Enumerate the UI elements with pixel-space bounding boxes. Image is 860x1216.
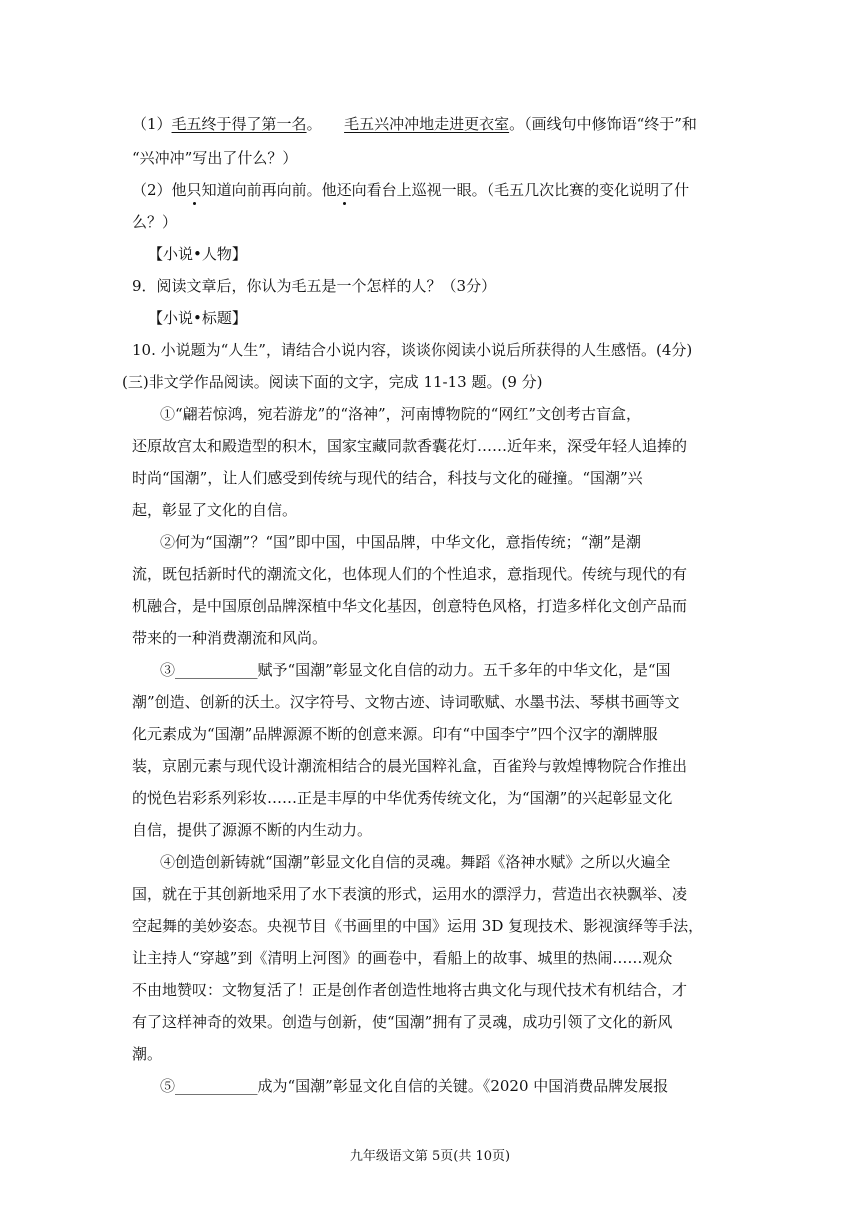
question-10: 10. 小说题为“人生”，请结合小说内容，谈谈你阅读小说后所获得的人生感悟。(4分) xyxy=(132,341,693,359)
section-3-heading: (三)非文学作品阅读。阅读下面的文字，完成 11-13 题。(9 分) xyxy=(122,373,543,391)
paragraph-line: 潮。 xyxy=(132,1045,163,1063)
paragraph-line: 有了这样神奇的效果。创造与创新，使“国潮”拥有了灵魂，成功引领了文化的新风 xyxy=(132,1013,673,1031)
punctuation: 。 xyxy=(306,115,345,133)
paragraph-line: 潮”创造、创新的沃土。汉字符号、文物古迹、诗词歌赋、水墨书法、琴棋书画等文 xyxy=(132,693,680,711)
question-8-item-1 xyxy=(132,114,732,134)
paragraph-line: ②何为“国潮”？“国”即中国，中国品牌，中华文化，意指传统；“潮”是潮 xyxy=(160,533,642,551)
paragraph-line: 还原故宫太和殿造型的积木，国家宝藏同款香囊花灯……近年来，深受年轻人追捧的 xyxy=(132,437,688,455)
paragraph-line: 国，就在于其创新地采用了水下表演的形式，运用水的漂浮力，营造出衣袂飘举、凌 xyxy=(132,885,688,903)
paragraph-line: 起，彰显了文化的自信。 xyxy=(132,501,298,519)
item-number: （1） xyxy=(132,115,172,133)
section-tag-character: 【小说•人物】 xyxy=(148,245,247,263)
underlined-sentence: 毛五兴冲冲地走进更衣室 xyxy=(344,115,510,133)
emphasis-dot-char: 只 xyxy=(186,181,202,199)
page-footer: 九年级语文第 5页(共 10页) xyxy=(349,1149,511,1164)
paragraph-line: ③___________赋予“国潮”彰显文化自信的动力。五千多年的中华文化，是“国 xyxy=(160,661,671,679)
paragraph-line: 不由地赞叹：文物复活了！正是创作者创造性地将古典文化与现代技术有机结合，才 xyxy=(132,981,688,999)
paragraph-line: 化元素成为“国潮”品牌源源不断的创意来源。印有“中国李宁”四个汉字的潮牌服 xyxy=(132,725,658,743)
paragraph-line: 机融合，是中国原创品牌深植中华文化基因，创意特色风格，打造多样化文创产品而 xyxy=(132,597,688,615)
paragraph-line: 让主持人“穿越”到《清明上河图》的画卷中，看船上的故事、城里的热闹……观众 xyxy=(132,949,673,967)
paragraph-line: 带来的一种消费潮流和风尚。 xyxy=(132,629,328,647)
paragraph-line: 流，既包括新时代的潮流文化，也体现人们的个性追求，意指现代。传统与现代的有 xyxy=(132,565,688,583)
paragraph-line: 自信，提供了源源不断的内生动力。 xyxy=(132,821,373,839)
text: （2）他 xyxy=(132,181,187,199)
paragraph-line: 装，京剧元素与现代设计潮流相结合的晨光国粹礼盒，百雀羚与敦煌博物院合作推出 xyxy=(132,757,688,775)
question-8-item-2 xyxy=(132,180,732,200)
question-8-item-2-cont: 么？） xyxy=(132,213,178,231)
text: 知道向前再向前。他 xyxy=(201,181,337,199)
text: 向看台上巡视一眼。（毛五几次比赛的变化说明了什 xyxy=(351,181,690,199)
emphasis-dot-char: 还 xyxy=(336,181,352,199)
question-9: 9．阅读文章后，你认为毛五是一个怎样的人？（3分） xyxy=(132,277,497,295)
paragraph-line: 的悦色岩彩系列彩妆……正是丰厚的中华优秀传统文化，为“国潮”的兴起彰显文化 xyxy=(132,789,673,807)
question-prompt: 。（画线句中修饰语“终于”和 xyxy=(509,115,697,133)
paragraph-line: ④创造创新铸就“国潮”彰显文化自信的灵魂。舞蹈《洛神水赋》之所以火遍全 xyxy=(160,853,671,871)
paragraph-line: 空起舞的美妙姿态。央视节目《书画里的中国》运用 3D 复现技术、影视演绎等手法， xyxy=(132,917,704,935)
paragraph-line: 时尚“国潮”，让人们感受到传统与现代的结合，科技与文化的碰撞。“国潮”兴 xyxy=(132,469,643,487)
paragraph-line: ①“翩若惊鸿，宛若游龙”的“洛神”，河南博物院的“网红”文创考古盲盒， xyxy=(160,405,642,423)
section-tag-title: 【小说•标题】 xyxy=(148,309,247,327)
question-8-item-1-cont: “兴冲冲”写出了什么？） xyxy=(132,149,298,167)
paragraph-line: ⑤___________成为“国潮”彰显文化自信的关键。《2020 中国消费品牌发展报 xyxy=(160,1077,669,1095)
underlined-sentence: 毛五终于得了第一名 xyxy=(171,115,307,133)
